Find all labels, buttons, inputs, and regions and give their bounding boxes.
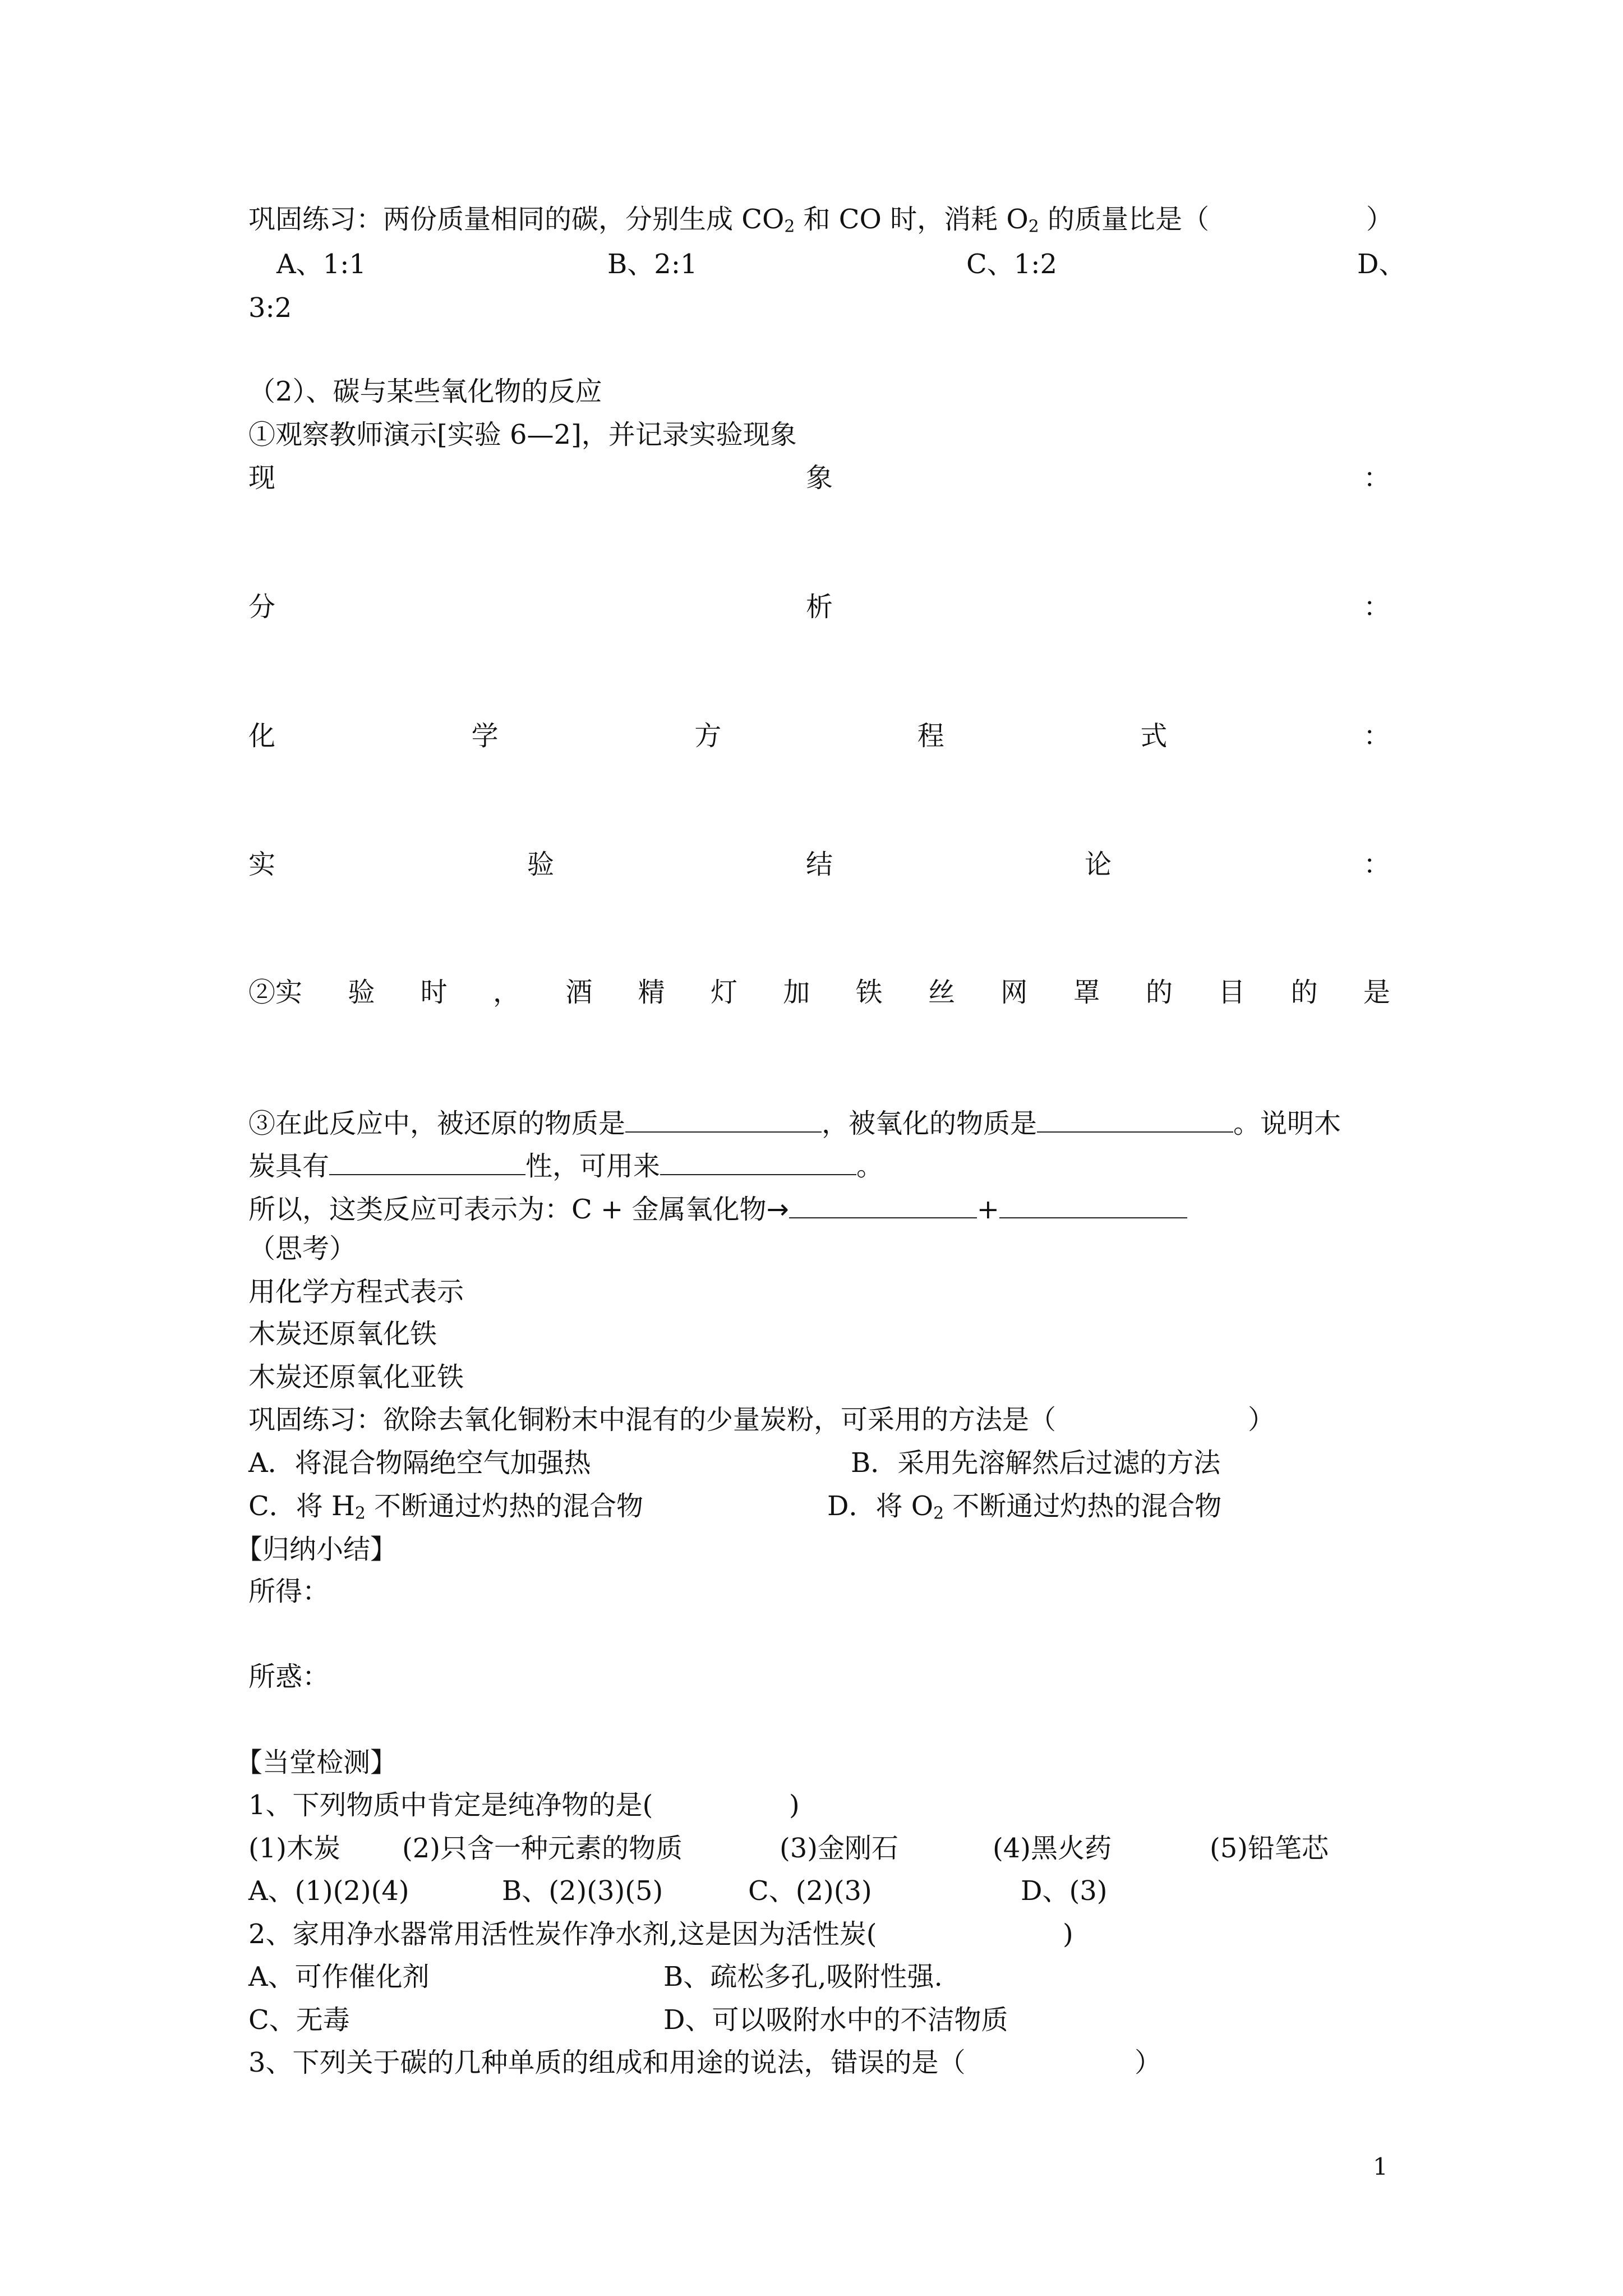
purpose-row: [248, 979, 1390, 1006]
q1-option-c: C、1:2: [966, 249, 1057, 280]
page-number: 1: [1373, 2153, 1388, 2180]
q1-option-d: D、: [1357, 249, 1406, 280]
test-q1-option: C、(2)(3): [748, 1875, 872, 1907]
test-q2-stem: 2、家用净水器常用活性炭作净水剂,这是因为活性炭(: [248, 1918, 877, 1950]
row-char: ，: [492, 977, 520, 1008]
row-char: 酒: [565, 977, 593, 1008]
think-item-2: 木炭还原氧化亚铁: [248, 1361, 464, 1393]
summary-heading: 【归纳小结】: [236, 1534, 398, 1565]
answer-blank[interactable]: [625, 1107, 822, 1133]
row-char: 灯: [710, 977, 737, 1008]
row-char: 学: [471, 720, 499, 752]
row-char: 网: [1000, 977, 1028, 1008]
test-q1-item: (2)只含一种元素的物质: [402, 1833, 683, 1864]
row-char: 时: [420, 977, 448, 1008]
summary-gain: 所得：: [248, 1576, 330, 1607]
row-char: 象: [805, 462, 833, 494]
row-char: ：: [1363, 849, 1390, 880]
test-q1-stem: 1、下列物质中肯定是纯净物的是(: [248, 1789, 653, 1821]
test-q1-item: (5)铅笔芯: [1210, 1833, 1329, 1864]
row-char: 是: [1363, 977, 1390, 1008]
test-q2-option-d: D、可以吸附水中的不洁物质: [663, 2004, 1008, 2036]
test-q2-option-a: A、可作催化剂: [248, 1961, 430, 1993]
q1-close-paren: ）: [1366, 204, 1394, 235]
q2-option-d: D．将 $O_2$ 不断通过灼热的混合物: [827, 1490, 1222, 1524]
test-q1-item: (1)木炭: [248, 1833, 340, 1864]
row-char: 目: [1218, 977, 1246, 1008]
row-char: 方: [694, 720, 722, 752]
test-heading: 【当堂检测】: [236, 1747, 398, 1778]
answer-blank[interactable]: [329, 1150, 525, 1175]
phenomenon-row: [248, 462, 1390, 494]
think-item-1: 木炭还原氧化铁: [248, 1318, 437, 1350]
row-char: 化: [248, 720, 276, 752]
q1-option-a: A、1:1: [276, 249, 366, 280]
row-char: 的: [1145, 977, 1173, 1008]
q2-close-paren: ）: [1248, 1404, 1275, 1435]
answer-blank[interactable]: [660, 1150, 856, 1175]
row-char: 铁: [855, 977, 883, 1008]
row-char: ②实: [248, 977, 303, 1008]
row-char: 现: [248, 462, 276, 494]
think-heading: （思考）: [248, 1233, 357, 1264]
q2-option-c: C．将 $H_2$ 不断通过灼热的混合物: [248, 1490, 644, 1524]
test-q2-option-c: C、无毒: [248, 2004, 350, 2036]
test-q1-item: (4)黑火药: [993, 1833, 1112, 1864]
q1-option-b: B、2:1: [607, 249, 698, 280]
conclusion-row: [248, 851, 1390, 878]
answer-blank[interactable]: [1037, 1107, 1233, 1133]
row-char: 程: [917, 720, 944, 752]
row-char: 结: [805, 849, 833, 880]
row-char: 论: [1084, 849, 1112, 880]
test-q1-option: D、(3): [1021, 1875, 1108, 1907]
row-char: 罩: [1073, 977, 1100, 1008]
equation-row: [248, 720, 1390, 752]
row-char: 丝: [928, 977, 955, 1008]
row-char: ：: [1363, 720, 1390, 752]
redox-question-line2: 炭具有 性，可用来 。: [248, 1151, 884, 1182]
experiment-instruction: ①观察教师演示[实验 6—2]，并记录实验现象: [248, 419, 797, 450]
q2-stem: 巩固练习：欲除去氧化铜粉末中混有的少量炭粉，可采用的方法是（: [248, 1404, 1057, 1435]
general-reaction-line: 所以，这类反应可表示为：C + 金属氧化物→ +: [248, 1193, 1187, 1223]
row-char: 式: [1140, 720, 1168, 752]
row-char: 精: [638, 977, 665, 1008]
row-char: 实: [248, 849, 276, 880]
test-q2-close-paren: ): [1063, 1918, 1073, 1950]
test-q2-option-b: B、疏松多孔,吸附性强.: [663, 1961, 943, 1993]
row-char: ：: [1363, 462, 1390, 494]
redox-question-line1: ③在此反应中，被还原的物质是 ，被氧化的物质是 。说明木: [248, 1108, 1341, 1140]
row-char: 验: [348, 977, 375, 1008]
row-char: ：: [1363, 591, 1390, 623]
think-prompt: 用化学方程式表示: [248, 1276, 464, 1308]
test-q1-close-paren: ): [789, 1789, 800, 1821]
summary-doubt: 所惑：: [248, 1661, 330, 1692]
row-char: 验: [527, 849, 554, 880]
test-q1-item: (3)金刚石: [780, 1833, 898, 1864]
row-char: 分: [248, 591, 276, 623]
q2-option-b: B．采用先溶解然后过滤的方法: [851, 1447, 1221, 1479]
test-q3-stem: 3、下列关于碳的几种单质的组成和用途的说法，错误的是（: [248, 2047, 966, 2078]
answer-blank[interactable]: [999, 1193, 1187, 1218]
answer-blank[interactable]: [789, 1193, 977, 1218]
test-q1-option: B、(2)(3)(5): [502, 1875, 663, 1907]
analysis-row: [248, 591, 1390, 623]
row-char: 加: [783, 977, 810, 1008]
test-q1-option: A、(1)(2)(4): [248, 1875, 409, 1907]
q1-option-d-value: 3:2: [248, 292, 292, 324]
row-char: 的: [1290, 977, 1318, 1008]
q2-option-a: A．将混合物隔绝空气加强热: [248, 1447, 591, 1479]
test-q3-close-paren: ）: [1135, 2047, 1162, 2078]
reaction-arrow-icon: →: [766, 1194, 789, 1226]
row-char: 析: [805, 591, 833, 623]
section2-heading: （2）、碳与某些氧化物的反应: [248, 376, 602, 407]
q1-stem: 巩固练习：两份质量相同的碳，分别生成 $CO_2$ 和 CO 时，消耗 $O_2$ 的质量比是（: [248, 204, 1209, 237]
